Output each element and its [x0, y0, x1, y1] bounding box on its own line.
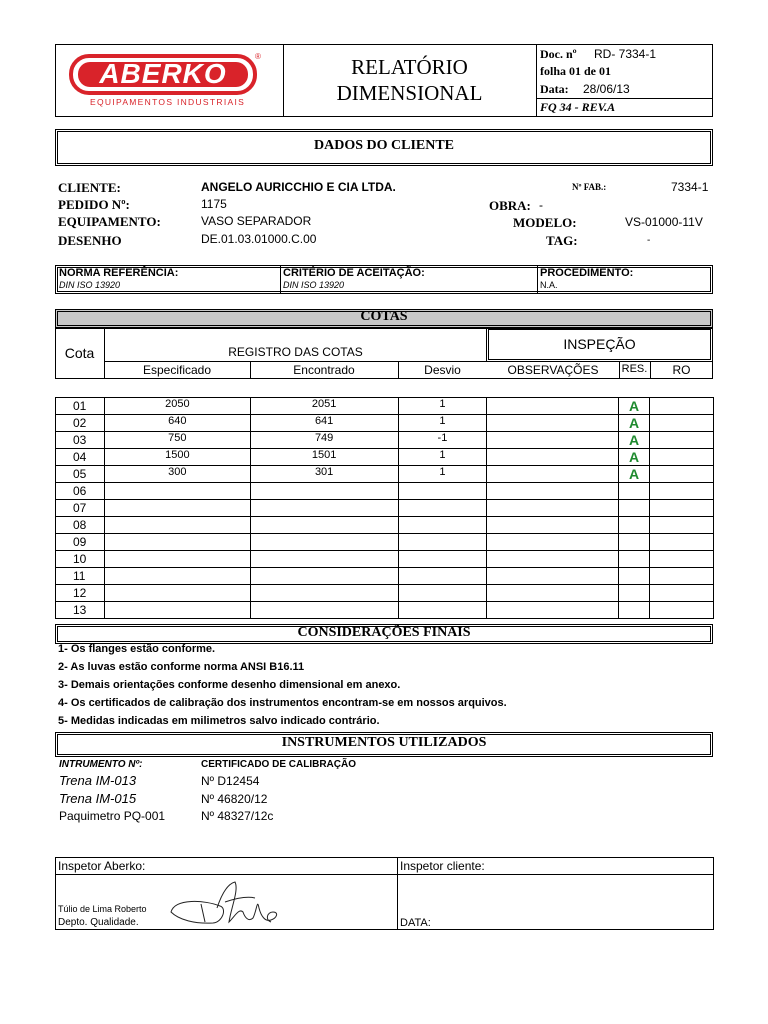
- especificado-cell: [104, 602, 250, 619]
- desenho-value: DE.01.03.01000.C.00: [201, 232, 317, 246]
- resultado-cell: [619, 500, 650, 517]
- col-certificado: CERTIFICADO DE CALIBRAÇÃO: [201, 759, 356, 770]
- doc-divider: [536, 98, 713, 99]
- observacoes-cell: [487, 415, 619, 432]
- cliente-label: CLIENTE:: [58, 180, 121, 195]
- ro-cell: [650, 602, 714, 619]
- encontrado-cell: [250, 551, 398, 568]
- instrumento-name: Trena IM-013: [59, 773, 137, 788]
- instrumento-name: Trena IM-015: [59, 791, 137, 806]
- encontrado-cell: [250, 585, 398, 602]
- encontrado-cell: 749: [250, 432, 398, 449]
- ro-cell: [650, 585, 714, 602]
- col-ro: RO: [672, 363, 691, 377]
- data-value: 28/06/13: [583, 82, 630, 96]
- observacoes-cell: [487, 432, 619, 449]
- col-desvio: Desvio: [424, 363, 461, 377]
- desvio-cell: [398, 568, 487, 585]
- inspetores-divider: [397, 857, 398, 930]
- observacoes-cell: [487, 568, 619, 585]
- desvio-cell: 1: [398, 449, 487, 466]
- desvio-cell: 1: [398, 466, 487, 483]
- registro-label: REGISTRO DAS COTAS: [228, 345, 363, 359]
- cota-cell: 04: [56, 449, 105, 466]
- especificado-cell: [104, 500, 250, 517]
- col-instrumento: INTRUMENTO Nº:: [59, 759, 143, 770]
- resultado-cell: A: [619, 466, 650, 483]
- col-observacoes: OBSERVAÇÕES: [507, 363, 599, 377]
- cota-cell: 03: [56, 432, 105, 449]
- ro-cell: [650, 517, 714, 534]
- folha-text: folha 01 de 01: [540, 64, 612, 78]
- resultado-cell: A: [619, 432, 650, 449]
- procedimento-value: N.A.: [540, 280, 558, 290]
- table-row: [56, 585, 714, 602]
- criterio-value: DIN ISO 13920: [283, 280, 345, 290]
- encontrado-cell: [250, 568, 398, 585]
- data-assinatura-label: DATA:: [400, 917, 431, 929]
- encontrado-cell: [250, 500, 398, 517]
- signature-strokes: [165, 878, 285, 928]
- desvio-cell: [398, 500, 487, 517]
- desenho-label: DESENHO: [58, 233, 122, 248]
- ro-cell: [650, 500, 714, 517]
- cotas-title: COTAS: [360, 309, 408, 324]
- cota-cell: 10: [56, 551, 105, 568]
- resultado-cell: [619, 585, 650, 602]
- tag-label: TAG:: [546, 233, 578, 248]
- ro-cell: [650, 534, 714, 551]
- observacoes-cell: [487, 517, 619, 534]
- especificado-cell: [104, 551, 250, 568]
- table-row: [56, 466, 714, 483]
- cliente-value: ANGELO AURICCHIO E CIA LTDA.: [201, 180, 396, 194]
- pedido-value: 1175: [201, 197, 227, 211]
- cota-cell: 05: [56, 466, 105, 483]
- col-especificado: Especificado: [142, 363, 212, 377]
- instrumento-name: Paquimetro PQ-001: [59, 809, 166, 823]
- encontrado-cell: [250, 483, 398, 500]
- nfab-label: Nº FAB.:: [572, 182, 607, 192]
- equipamento-label: EQUIPAMENTO:: [58, 214, 161, 229]
- ro-cell: [650, 398, 714, 415]
- pedido-label: PEDIDO Nº:: [58, 197, 130, 212]
- especificado-cell: 640: [104, 415, 250, 432]
- cota-label: Cota: [64, 345, 95, 361]
- logo-registered: ®: [255, 52, 261, 61]
- resultado-cell: [619, 534, 650, 551]
- especificado-cell: 2050: [104, 398, 250, 415]
- modelo-label: MODELO:: [513, 215, 577, 230]
- especificado-cell: 1500: [104, 449, 250, 466]
- table-row: [56, 517, 714, 534]
- aberko-logo: [68, 52, 266, 110]
- encontrado-cell: 301: [250, 466, 398, 483]
- report-title-line1: RELATÓRIO: [351, 55, 468, 79]
- ro-cell: [650, 415, 714, 432]
- desvio-cell: [398, 602, 487, 619]
- norma-label: NORMA REFERÊNCIA:: [59, 267, 179, 279]
- form-code: FQ 34 - REV.A: [540, 100, 616, 114]
- header-divider-2: [536, 44, 537, 117]
- inspetor-depto: Depto. Qualidade.: [58, 917, 139, 928]
- consideracao-item: 3- Demais orientações conforme desenho dimensional em anexo.: [58, 679, 401, 691]
- resultado-cell: [619, 483, 650, 500]
- especificado-cell: [104, 585, 250, 602]
- consideracao-item: 2- As luvas estão conforme norma ANSI B16.11: [58, 661, 305, 673]
- desvio-cell: [398, 551, 487, 568]
- data-label: Data:: [540, 82, 569, 96]
- desvio-cell: 1: [398, 398, 487, 415]
- inspetores-header-line: [55, 874, 714, 875]
- especificado-cell: [104, 517, 250, 534]
- desvio-cell: 1: [398, 415, 487, 432]
- resultado-cell: [619, 602, 650, 619]
- observacoes-cell: [487, 449, 619, 466]
- encontrado-cell: [250, 534, 398, 551]
- procedimento-label: PROCEDIMENTO:: [540, 267, 634, 279]
- resultado-cell: [619, 517, 650, 534]
- observacoes-cell: [487, 500, 619, 517]
- resultado-cell: A: [619, 415, 650, 432]
- observacoes-cell: [487, 534, 619, 551]
- obra-label: OBRA:: [489, 198, 531, 213]
- cotas-table: [55, 397, 714, 619]
- especificado-cell: 300: [104, 466, 250, 483]
- instrumento-cert: Nº 46820/12: [201, 792, 268, 806]
- table-row: [56, 483, 714, 500]
- equipamento-value: VASO SEPARADOR: [201, 214, 312, 228]
- inspetores-box: [55, 857, 714, 930]
- cota-cell: 12: [56, 585, 105, 602]
- cota-cell: 06: [56, 483, 105, 500]
- table-row: [56, 415, 714, 432]
- modelo-value: VS-01000-11V: [625, 215, 703, 229]
- instrumento-cert: Nº 48327/12c: [201, 809, 274, 823]
- table-row: [56, 500, 714, 517]
- table-row: [56, 551, 714, 568]
- observacoes-cell: [487, 551, 619, 568]
- report-title-line2: DIMENSIONAL: [336, 81, 483, 105]
- resultado-cell: A: [619, 398, 650, 415]
- consideracao-item: 5- Medidas indicadas em milimetros salvo indicado contrário.: [58, 715, 380, 727]
- cota-cell: 13: [56, 602, 105, 619]
- observacoes-cell: [487, 398, 619, 415]
- observacoes-cell: [487, 483, 619, 500]
- logo-subtitle: EQUIPAMENTOS INDUSTRIAIS: [90, 97, 246, 107]
- especificado-cell: [104, 568, 250, 585]
- obra-value: -: [539, 198, 543, 212]
- table-row: [56, 449, 714, 466]
- table-row: [56, 534, 714, 551]
- inspetor-nome: Túlio de Lima Roberto: [58, 904, 147, 914]
- table-row: [56, 568, 714, 585]
- cota-cell: 09: [56, 534, 105, 551]
- logo-text: ABERKO: [99, 58, 227, 89]
- consideracao-item: 1- Os flanges estão conforme.: [58, 643, 216, 655]
- norma-value: DIN ISO 13920: [59, 280, 121, 290]
- consideracao-item: 4- Os certificados de calibração dos instrumentos encontram-se em nossos arquivos.: [58, 697, 507, 709]
- observacoes-cell: [487, 466, 619, 483]
- cota-cell: 02: [56, 415, 105, 432]
- inspetor-cliente-label: Inspetor cliente:: [400, 859, 485, 873]
- desvio-cell: [398, 585, 487, 602]
- instrumento-cert: Nº D12454: [201, 774, 260, 788]
- especificado-cell: 750: [104, 432, 250, 449]
- ro-cell: [650, 568, 714, 585]
- tag-value: -: [647, 235, 651, 246]
- encontrado-cell: 641: [250, 415, 398, 432]
- resultado-cell: [619, 551, 650, 568]
- inspecao-label: INSPEÇÃO: [563, 336, 636, 352]
- consideracoes-title: CONSIDERAÇÕES FINAIS: [297, 625, 471, 640]
- desvio-cell: [398, 483, 487, 500]
- ro-cell: [650, 551, 714, 568]
- ro-cell: [650, 466, 714, 483]
- encontrado-cell: 2051: [250, 398, 398, 415]
- encontrado-cell: [250, 517, 398, 534]
- desvio-cell: [398, 517, 487, 534]
- especificado-cell: [104, 534, 250, 551]
- doc-value: RD- 7334-1: [594, 47, 657, 61]
- dados-cliente-title: DADOS DO CLIENTE: [313, 138, 455, 153]
- resultado-cell: [619, 568, 650, 585]
- cota-cell: 11: [56, 568, 105, 585]
- especificado-cell: [104, 483, 250, 500]
- encontrado-cell: 1501: [250, 449, 398, 466]
- inspetor-aberko-label: Inspetor Aberko:: [58, 859, 146, 873]
- inspetor-signature: [165, 878, 285, 928]
- ro-cell: [650, 432, 714, 449]
- instrumentos-title: INSTRUMENTOS UTILIZADOS: [281, 735, 487, 750]
- cotas-subheader-line: [104, 361, 487, 362]
- encontrado-cell: [250, 602, 398, 619]
- norma-divider-1: [280, 266, 281, 293]
- resultado-cell: A: [619, 449, 650, 466]
- ro-cell: [650, 449, 714, 466]
- col-encontrado: Encontrado: [293, 363, 355, 377]
- cota-cell: 07: [56, 500, 105, 517]
- table-row: [56, 432, 714, 449]
- doc-label: Doc. nº: [540, 47, 577, 61]
- table-row: [56, 602, 714, 619]
- observacoes-cell: [487, 585, 619, 602]
- norma-divider-2: [537, 266, 538, 293]
- col-res: RES.: [621, 363, 648, 375]
- cota-cell: 08: [56, 517, 105, 534]
- desvio-cell: [398, 534, 487, 551]
- observacoes-cell: [487, 602, 619, 619]
- cota-cell: 01: [56, 398, 105, 415]
- criterio-label: CRITÉRIO DE ACEITAÇÃO:: [283, 267, 425, 279]
- ro-cell: [650, 483, 714, 500]
- desvio-cell: -1: [398, 432, 487, 449]
- nfab-value: 7334-1: [671, 180, 709, 194]
- table-row: [56, 398, 714, 415]
